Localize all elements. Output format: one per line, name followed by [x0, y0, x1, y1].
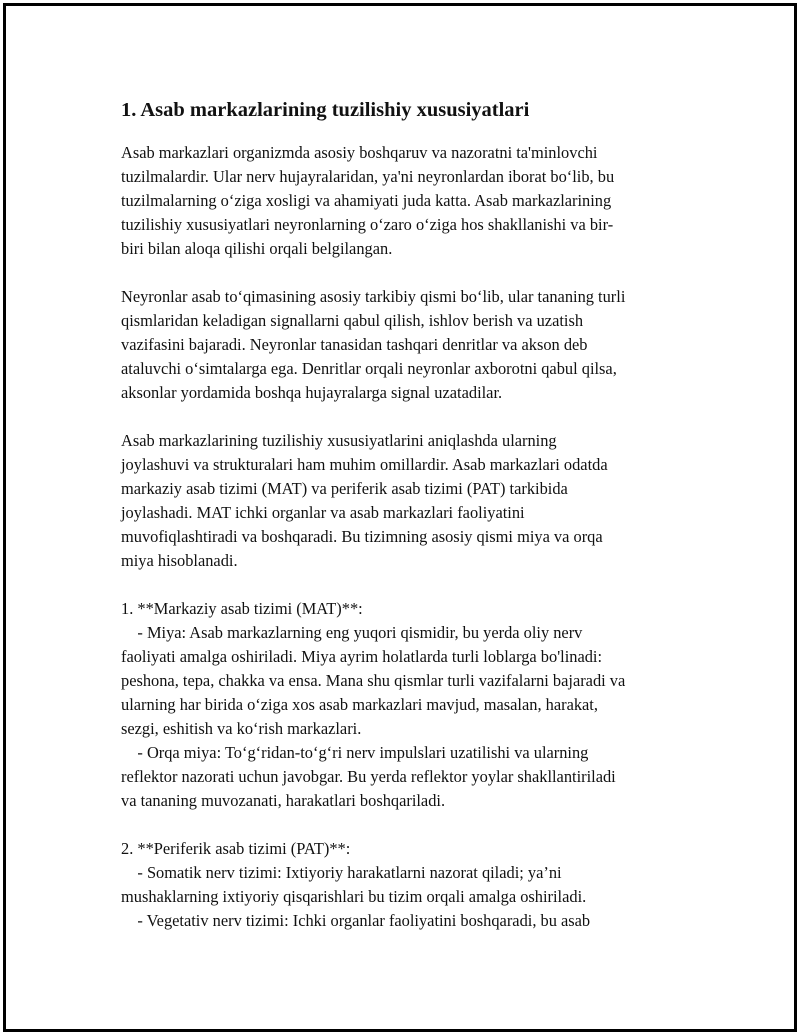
text-line: 1. **Markaziy asab tizimi (MAT)**:	[121, 599, 363, 618]
text-line: muvofiqlashtiradi va boshqaradi. Bu tizimning asosiy qismi miya va orqa	[121, 527, 603, 546]
paragraph	[121, 429, 696, 573]
text-line: tuzilmalardir. Ular nerv hujayralaridan, ya'ni neyronlardan iborat bo‘lib, bu	[121, 167, 615, 186]
paragraph	[121, 837, 696, 933]
text-line: Neyronlar asab to‘qimasining asosiy tarkibiy qismi bo‘lib, ular tananing turli	[121, 287, 626, 306]
text-line: vazifasini bajaradi. Neyronlar tanasidan tashqari denritlar va akson deb	[121, 335, 588, 354]
text-line: markaziy asab tizimi (MAT) va periferik asab tizimi (PAT) tarkibida	[121, 479, 568, 498]
text-line: joylashadi. MAT ichki organlar va asab markazlari faoliyatini	[121, 503, 525, 522]
text-line: qismlaridan keladigan signallarni qabul qilish, ishlov berish va uzatish	[121, 311, 584, 330]
paragraph	[121, 285, 696, 405]
text-line: aksonlar yordamida boshqa hujayralarga signal uzatadilar.	[121, 383, 503, 402]
text-line: ularning har birida o‘ziga xos asab markazlari mavjud, masalan, harakat,	[121, 695, 598, 714]
document-body	[121, 96, 696, 957]
text-line: joylashuvi va strukturalari ham muhim omillardir. Asab markazlari odatda	[121, 455, 608, 474]
text-line: Asab markazlarining tuzilishiy xususiyatlarini aniqlashda ularning	[121, 431, 557, 450]
text-line: 2. **Periferik asab tizimi (PAT)**:	[121, 839, 351, 858]
document-title: 1. Asab markazlarining tuzilishiy xususiyatlari	[121, 99, 530, 121]
text-line: va tananing muvozanati, harakatlari boshqariladi.	[121, 791, 446, 810]
text-line: - Vegetativ nerv tizimi: Ichki organlar faoliyatini boshqaradi, bu asab	[121, 911, 591, 930]
text-line: - Orqa miya: To‘g‘ridan-to‘g‘ri nerv impulslari uzatilishi va ularning	[121, 743, 589, 762]
text-line: sezgi, eshitish va ko‘rish markazlari.	[121, 719, 362, 738]
text-line: biri bilan aloqa qilishi orqali belgilangan.	[121, 239, 393, 258]
paragraph-container	[121, 141, 696, 933]
text-line: tuzilmalarning o‘ziga xosligi va ahamiyati juda katta. Asab markazlarining	[121, 191, 612, 210]
text-line: miya hisoblanadi.	[121, 551, 238, 570]
text-line: mushaklarning ixtiyoriy qisqarishlari bu tizim orqali amalga oshiriladi.	[121, 887, 587, 906]
text-line: ataluvchi o‘simtalarga ega. Denritlar orqali neyronlar axborotni qabul qilsa,	[121, 359, 617, 378]
paragraph	[121, 141, 696, 261]
paragraph	[121, 597, 696, 813]
text-line: - Somatik nerv tizimi: Ixtiyoriy harakatlarni nazorat qiladi; ya’ni	[121, 863, 562, 882]
page-frame	[3, 3, 797, 1032]
text-line: Asab markazlari organizmda asosiy boshqaruv va nazoratni ta'minlovchi	[121, 143, 598, 162]
text-line: reflektor nazorati uchun javobgar. Bu yerda reflektor yoylar shakllantiriladi	[121, 767, 616, 786]
text-line: faoliyati amalga oshiriladi. Miya ayrim holatlarda turli loblarga bo'linadi:	[121, 647, 603, 666]
text-line: tuzilishiy xususiyatlari neyronlarning o‘zaro o‘ziga hos shakllanishi va bir-	[121, 215, 614, 234]
text-line: - Miya: Asab markazlarning eng yuqori qismidir, bu yerda oliy nerv	[121, 623, 583, 642]
text-line: peshona, tepa, chakka va ensa. Mana shu qismlar turli vazifalarni bajaradi va	[121, 671, 626, 690]
